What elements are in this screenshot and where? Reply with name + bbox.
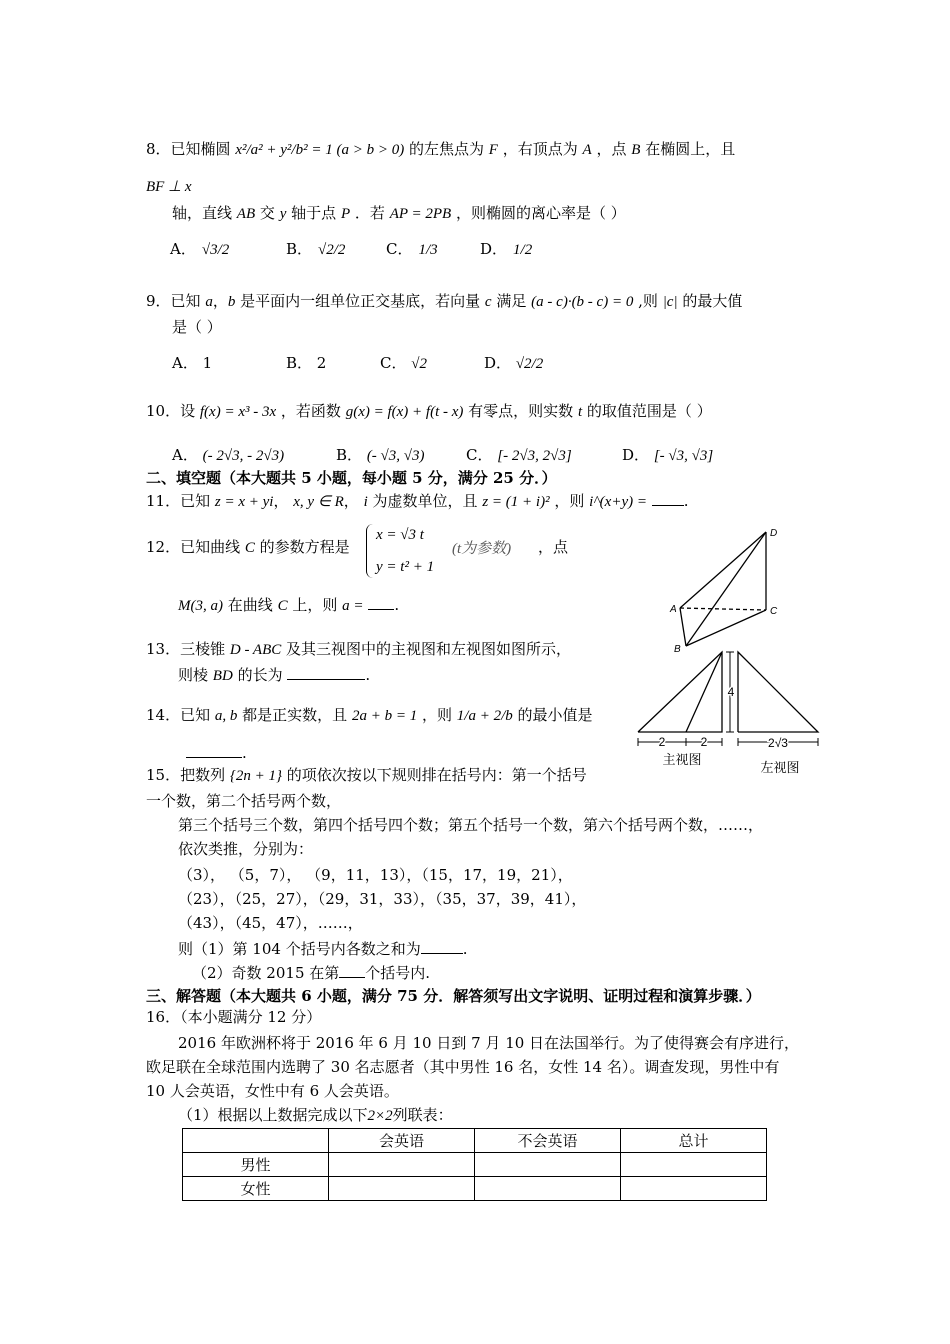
q16-p2: 欧足联在全球范围内选聘了 30 名志愿者（其中男性 16 名，女性 14 名）。调查发现，男性中有 bbox=[146, 1058, 780, 1076]
table-cell: 会英语 bbox=[329, 1129, 475, 1153]
dim-label: 2√3 bbox=[768, 736, 788, 750]
q8-line3: 轴，直线 AB 交 y 轴于点 P ．若 AP = 2PB ，则椭圆的离心率是（ ） bbox=[172, 204, 626, 222]
q8-option-b: B． √2/2 bbox=[286, 240, 346, 258]
q16-p1: 2016 年欧洲杯将于 2016 年 6 月 10 日到 7 月 10 日在法国举行。为了使得赛会有序进行， bbox=[178, 1034, 800, 1052]
q8-option-c: C． 1/3 bbox=[386, 240, 438, 258]
q10-option-a: A． (- 2√3, - 2√3) bbox=[172, 446, 285, 464]
q12-brace bbox=[366, 524, 373, 578]
q13-line2: 则棱 BD 的长为 . bbox=[178, 666, 371, 684]
table-cell bbox=[183, 1129, 329, 1153]
q12-line2: M(3, a) 在曲线 C 上，则 a = . bbox=[178, 596, 400, 614]
q14-line2: . bbox=[186, 744, 247, 762]
table-cell: 女性 bbox=[183, 1177, 329, 1201]
q9-option-c: C． √2 bbox=[380, 354, 427, 372]
front-view bbox=[638, 652, 722, 732]
q13-line1: 13．三棱锥 D - ABC 及其三视图中的主视图和左视图如图所示， bbox=[146, 640, 572, 658]
q10-option-c: C． [- 2√3, 2√3] bbox=[466, 446, 572, 464]
table-cell: 男性 bbox=[183, 1153, 329, 1177]
table-cell bbox=[621, 1177, 767, 1201]
q9-option-a: A． 1 bbox=[172, 354, 213, 372]
q9-option-d: D． √2/2 bbox=[484, 354, 544, 372]
point-label: A bbox=[670, 604, 677, 615]
q8-line2: BF ⊥ x bbox=[146, 179, 192, 195]
dim-label: 2 bbox=[700, 735, 708, 749]
q8-option-a: A． √3/2 bbox=[170, 240, 230, 258]
table-row bbox=[183, 1177, 767, 1201]
table-cell: 总计 bbox=[621, 1129, 767, 1153]
q15-ask2: （2）奇数 2015 在第 个括号内. bbox=[192, 964, 431, 982]
table-header-row bbox=[183, 1129, 767, 1153]
tetrahedron-figure bbox=[630, 520, 830, 780]
q15-line2: 一个数，第二个括号两个数， bbox=[146, 792, 342, 810]
table-cell bbox=[475, 1153, 621, 1177]
q10-line1: 10．设 f(x) = x³ - 3x ，若函数 g(x) = f(x) + f(t - x) 有零点，则实数 t 的取值范围是（ ） bbox=[146, 402, 712, 420]
table-cell bbox=[329, 1177, 475, 1201]
q15-row3: （43），（45，47），……， bbox=[178, 914, 363, 932]
table-cell: 不会英语 bbox=[475, 1129, 621, 1153]
q15-row2: （23），（25，27），（29，31，33），（35，37，39，41）， bbox=[178, 890, 587, 908]
q10-option-b: B． (- √3, √3) bbox=[336, 446, 425, 464]
q8-ellipse-equation: x²/a² + y²/b² = 1 (a > b > 0) bbox=[235, 142, 405, 158]
side-view-label: 左视图 bbox=[760, 760, 800, 775]
q11: 11．已知 z = x + yi， x, y ∈ R， i 为虚数单位，且 z = (1 + i)² ，则 i^(x+y) = . bbox=[146, 492, 689, 510]
q8-option-d: D． 1/2 bbox=[480, 240, 533, 258]
q15-line4: 依次类推，分别为： bbox=[178, 840, 314, 858]
q15-ask1: 则（1）第 104 个括号内各数之和为 . bbox=[178, 940, 468, 958]
section-2-heading: 二、填空题（本大题共 5 小题，每小题 5 分，满分 25 分．） bbox=[146, 469, 557, 487]
q9-option-b: B． 2 bbox=[286, 354, 327, 372]
dim-label: 2 bbox=[658, 735, 666, 749]
contingency-table bbox=[182, 1128, 767, 1201]
table-cell bbox=[329, 1153, 475, 1177]
point-label: B bbox=[674, 644, 681, 655]
q15-line3: 第三个括号三个数，第四个括号四个数；第五个括号一个数，第六个括号两个数，……， bbox=[178, 816, 764, 834]
side-view bbox=[738, 652, 818, 732]
point-label: D bbox=[770, 528, 778, 539]
q14-line1: 14．已知 a, b 都是正实数，且 2a + b = 1 ，则 1/a + 2/b 的最小值是 bbox=[146, 706, 593, 724]
table-cell bbox=[621, 1153, 767, 1177]
point-label: C bbox=[770, 606, 778, 617]
q10-option-d: D． [- √3, √3] bbox=[622, 446, 714, 464]
table-cell bbox=[475, 1177, 621, 1201]
q12-eq-y: y = t² + 1 bbox=[376, 559, 435, 575]
q16-p3: 10 人会英语，女性中有 6 人会英语。 bbox=[146, 1082, 399, 1100]
table-row bbox=[183, 1153, 767, 1177]
q12-param: (t为参数) bbox=[452, 541, 512, 557]
q8-line1: 8．已知椭圆 x²/a² + y²/b² = 1 (a > b > 0) 的左焦点为 F ，右顶点为 A ，点 B 在椭圆上，且 bbox=[146, 140, 736, 158]
q16-head: 16．（本小题满分 12 分） bbox=[146, 1008, 322, 1026]
q12-comma: ，点 bbox=[538, 538, 569, 556]
dim-label: 4 bbox=[727, 685, 735, 699]
section-3-heading: 三、解答题（本大题共 6 小题，满分 75 分．解答须写出文字说明、证明过程和演算步骤．） bbox=[146, 987, 761, 1005]
q12-line1: 12．已知曲线 C 的参数方程是 bbox=[146, 538, 350, 556]
q15-row1: （3）， （5，7）， （9，11，13），（15，17，19，21）， bbox=[178, 866, 573, 884]
q15-line1: 15．把数列 {2n + 1} 的项依次按以下规则排在括号内：第一个括号 bbox=[146, 766, 587, 784]
front-view-label: 主视图 bbox=[662, 752, 702, 767]
tetrahedron-3d bbox=[680, 532, 766, 646]
q16-sub1: （1）根据以上数据完成以下2×2列联表： bbox=[178, 1106, 453, 1124]
q12-eq-x: x = √3 t bbox=[376, 527, 424, 543]
q9-line1: 9．已知 a，b 是平面内一组单位正交基底，若向量 c 满足 (a - c)·(b - c) = 0 ,则 |c| 的最大值 bbox=[146, 292, 743, 310]
q9-line2: 是（ ） bbox=[172, 318, 222, 336]
